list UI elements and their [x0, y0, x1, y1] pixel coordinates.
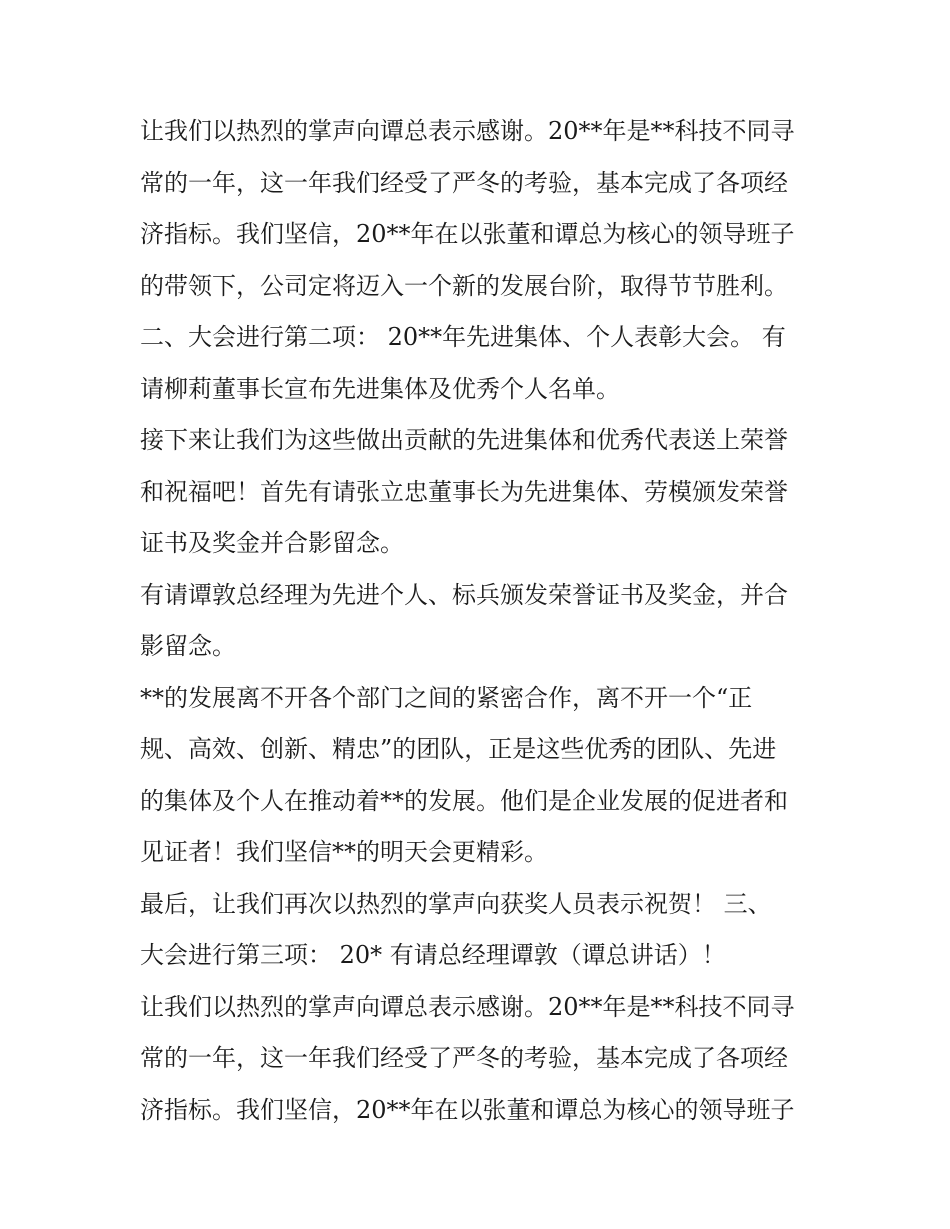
text-line: 的带领下，公司定将迈入一个新的发展台阶，取得节节胜利。 [140, 271, 788, 300]
text-line: 影留念。 [140, 632, 236, 660]
text-line: 证书及奖金并合影留念。 [140, 529, 404, 557]
text-line: 二、大会进行第二项： 20**年先进集体、个人表彰大会。 有 [140, 323, 786, 351]
text-line: 最后，让我们再次以热烈的掌声向获奖人员表示祝贺！ 三、 [140, 889, 772, 918]
text-line: 让我们以热烈的掌声向谭总表示感谢。20**年是**科技不同寻 [140, 992, 795, 1021]
text-line: 济指标。我们坚信，20**年在以张董和谭总为核心的领导班子 [140, 220, 795, 248]
text-line: 规、高效、创新、精忠”的团队，正是这些优秀的团队、先进 [140, 735, 777, 763]
text-line: 见证者！我们坚信**的明天会更精彩。 [140, 838, 548, 866]
text-line: 让我们以热烈的掌声向谭总表示感谢。20**年是**科技不同寻 [140, 117, 795, 145]
document-body [140, 106, 820, 1136]
text-line: 接下来让我们为这些做出贡献的先进集体和优秀代表送上荣誉 [140, 426, 788, 454]
text-line: 请柳莉董事长宣布先进集体及优秀个人名单。 [140, 374, 620, 403]
text-line: 大会进行第三项： 20* 有请总经理谭敦（谭总讲话）！ [140, 941, 726, 969]
text-line: 的集体及个人在推动着**的发展。他们是企业发展的促进者和 [140, 786, 788, 815]
text-line: 有请谭敦总经理为先进个人、标兵颁发荣誉证书及奖金，并合 [140, 580, 788, 609]
text-line: 和祝福吧！首先有请张立忠董事长为先进集体、劳模颁发荣誉 [140, 477, 788, 506]
text-line: **的发展离不开各个部门之间的紧密合作，离不开一个“正 [140, 683, 753, 712]
text-line: 常的一年，这一年我们经受了严冬的考验，基本完成了各项经 [140, 1044, 788, 1072]
text-line: 常的一年，这一年我们经受了严冬的考验，基本完成了各项经 [140, 168, 788, 197]
text-line: 济指标。我们坚信，20**年在以张董和谭总为核心的领导班子 [140, 1095, 795, 1124]
